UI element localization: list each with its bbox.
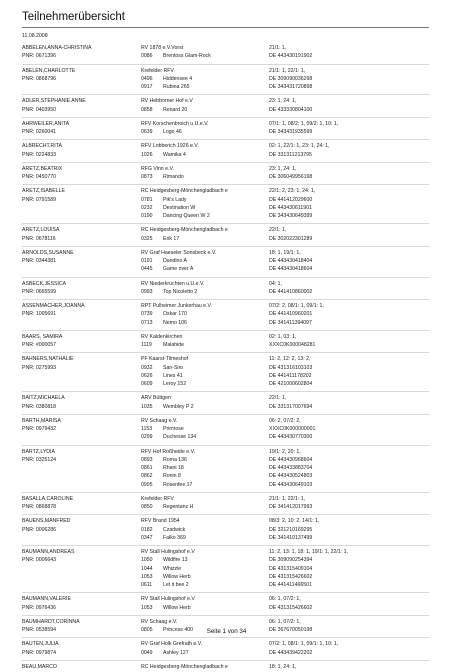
horse-number: 0496 <box>141 75 153 82</box>
entry-separator <box>22 445 429 446</box>
horse-passport-number: DE 443439422202 <box>269 649 313 656</box>
participant-club: RV Graf Haeseler Sonsbeck e.V. <box>141 249 217 256</box>
participant-name: ARETZ,BEATRIX <box>22 165 63 172</box>
horse-passport-number: DE 441411466501 <box>269 582 312 588</box>
horse-entry <box>141 319 187 328</box>
horse-passport-number: DE 443430191902 <box>269 53 313 60</box>
participant-pnr: PNR: 0344381 <box>22 258 57 264</box>
horse-number: 0781 <box>141 196 153 203</box>
participant-pnr: PNR: 0450770 <box>22 174 57 180</box>
horse-name: Willow Herb <box>163 573 191 580</box>
participant-name: BEAU,MARCO <box>22 663 57 670</box>
horse-passport-number: DE 443433883704 <box>269 465 313 471</box>
entry-separator <box>22 514 429 515</box>
horse-name: Duchesse 134 <box>163 434 197 441</box>
participant-classes: 22/1: 1, <box>269 227 287 234</box>
horse-number: 0873 <box>141 174 153 180</box>
participant-club: ARV Büttgen <box>141 395 171 402</box>
entry-separator <box>22 184 429 185</box>
participant-club: RV Stall Hulingshof e.V <box>141 596 195 603</box>
horse-passport-number: DE 441410960201 <box>269 311 313 318</box>
participant-name: BARTH,MARISA <box>22 417 61 424</box>
horse-number: 0862 <box>141 473 153 480</box>
horse-number: 0858 <box>141 106 153 113</box>
horse-entry <box>141 503 193 512</box>
horse-passport-number: DE 433330804100 <box>269 106 313 113</box>
horse-number: 0445 <box>141 266 153 273</box>
participant-pnr: PNR: 0260041 <box>22 129 57 135</box>
horse-passport-number: DE 343430649399 <box>269 213 313 219</box>
horse-name: Hiddensee 4 <box>163 75 193 82</box>
participant-classes: 18: 1, 24: 1, <box>269 663 297 670</box>
horse-number: 0805 <box>141 627 153 633</box>
participant-club: RV Stall Hulingshof e.V <box>141 549 195 555</box>
horse-number: 0639 <box>141 129 153 135</box>
participant-name: ABBELEN,ANNA-CHRISTINA <box>22 45 92 51</box>
horse-passport-number: DE 341411394097 <box>269 319 312 326</box>
horse-entry <box>141 534 186 543</box>
entry-separator <box>22 414 429 415</box>
page-footer: Seite 1 von 34 <box>206 628 247 635</box>
horse-entry <box>141 604 191 613</box>
horse-passport-number: DE 321210169295 <box>269 526 313 533</box>
horse-entry <box>141 265 193 274</box>
participant-classes: 06: 1, 07/2: 1, <box>269 618 301 625</box>
horse-passport-number: XXXC0K000048281 <box>269 342 316 348</box>
horse-passport-number: DE 309090254394 <box>269 557 313 564</box>
participant-name: AHRWEILER,ANITA <box>22 120 70 127</box>
participant-pnr: PNR: 0671396 <box>22 53 57 60</box>
horse-entry <box>141 83 190 92</box>
page-title: Teilnehmerübersicht <box>22 11 125 23</box>
entry-separator <box>22 223 429 224</box>
participant-club: RV Hebborner Hof e.V <box>141 98 193 105</box>
participant-pnr: PNR: 0979874 <box>22 649 57 656</box>
horse-number: 1044 <box>141 565 153 572</box>
entry-separator <box>22 162 429 163</box>
horse-number: 0190 <box>141 213 153 219</box>
horse-passport-number: DE 331311213795 <box>269 151 312 158</box>
horse-name: Willow Herb <box>163 604 191 611</box>
participant-club: RV Graf Holk Grefrath e.V. <box>141 641 203 648</box>
participant-name: BAHNERS,NATHALIE <box>22 356 74 363</box>
horse-number: 0049 <box>141 649 153 656</box>
horse-entry <box>141 481 192 490</box>
horse-passport-number: DE 443430649103 <box>269 481 313 488</box>
horse-number: 0932 <box>141 364 153 371</box>
participant-name: ADLER,STEPHANIE ANNE <box>22 98 86 105</box>
horse-name: Dandino A <box>163 258 187 264</box>
horse-entry <box>141 52 211 61</box>
horse-entry <box>141 128 182 137</box>
horse-name: Oskar 170 <box>163 311 187 318</box>
horse-number: 1050 <box>141 557 153 564</box>
horse-number: 0713 <box>141 319 153 326</box>
participant-name: BAUMHARDT,CORINNA <box>22 618 80 625</box>
horse-name: Regentanz H <box>163 504 194 510</box>
participant-pnr: PNR: 0006643 <box>22 557 57 564</box>
participant-pnr: PNR: 0665599 <box>22 288 57 295</box>
participant-club: RC Heidgesberg-Mönchengladbach e <box>141 663 228 670</box>
participant-club: RFV Lobberich 1926 e.V. <box>141 143 199 150</box>
horse-number: 0739 <box>141 311 153 318</box>
horse-passport-number: DE 331317007694 <box>269 403 313 410</box>
horse-name: Malahide <box>163 342 185 348</box>
horse-passport-number: DE 367670050198 <box>269 627 313 633</box>
horse-name: Rubina 265 <box>163 84 190 90</box>
horse-name: San-Siro <box>163 364 184 371</box>
horse-name: Lines 41 <box>163 372 183 379</box>
horse-passport-number: DE 441411178202 <box>269 372 312 379</box>
horse-passport-number: DE 431315409104 <box>269 565 313 572</box>
horse-number: 0347 <box>141 534 153 541</box>
participant-name: ARNOLDS,SUSANNE <box>22 249 74 256</box>
participant-classes: 07/2: 1, 08/1: 1, 09/1: 1, 10: 1, <box>269 641 339 648</box>
entry-separator <box>22 391 429 392</box>
horse-name: Rimando <box>163 174 184 180</box>
horse-number: 0850 <box>141 504 153 510</box>
horse-name: Top Nicoletto 2 <box>163 288 198 295</box>
horse-name: Primrose <box>163 426 184 432</box>
entry-separator <box>22 94 429 95</box>
participant-club: RV 1878 e.V.Vorst <box>141 45 184 51</box>
horse-passport-number: DE 343431935599 <box>269 129 313 135</box>
horse-name: Rhani 18 <box>163 465 184 471</box>
horse-entry <box>141 433 196 442</box>
participant-club: RV Schaag e.V. <box>141 618 178 625</box>
participant-classes: 07/2: 2, 08/1: 1, 09/1: 1, <box>269 303 324 309</box>
horse-passport-number: DE 341410137499 <box>269 534 313 541</box>
participant-classes: 11: 2, 13: 1, 18: 1, 19/1: 1, 22/1: 1, <box>269 549 348 555</box>
participant-classes: 06: 1, 07/2: 1, <box>269 596 301 603</box>
participant-classes: 02: 1, 22/1: 1, 23: 1, 24: 1, <box>269 143 330 150</box>
participant-club: RC Heidgesberg-Mönchengladbach e <box>141 188 228 195</box>
horse-number: 0182 <box>141 526 153 533</box>
participant-classes: 22/1: 2, 23: 1, 24: 1, <box>269 188 316 195</box>
horse-passport-number: DE 431315426602 <box>269 604 313 611</box>
participant-name: ASSENMACHER,JOANNA <box>22 303 85 309</box>
horse-entry <box>141 106 187 115</box>
participant-pnr: PNR: 0380818 <box>22 403 57 410</box>
participant-club: Krefelder RFV <box>141 495 174 502</box>
horse-passport-number: DE 309090036298 <box>269 75 313 82</box>
horse-number: 1035 <box>141 403 153 410</box>
horse-passport-number: DE 443430611901 <box>269 204 312 211</box>
horse-number: 1026 <box>141 151 153 158</box>
participant-name: BAUMANN,ANDREAS <box>22 549 75 555</box>
participant-classes: 22/1: 1, <box>269 395 287 402</box>
title-rule <box>22 27 429 28</box>
horse-entry <box>141 151 186 160</box>
participant-name: ABELEN,CHARLOTTE <box>22 67 76 74</box>
horse-name: Princess 400 <box>163 627 193 633</box>
participant-classes: 08/3: 2, 10: 2, 14/1: 1, <box>269 518 320 525</box>
horse-number: 0325 <box>141 235 153 242</box>
participant-classes: 21/1: 1, 22/1: 1, <box>269 495 306 502</box>
horse-passport-number: DE 431315426602 <box>269 573 313 580</box>
horse-entry <box>141 288 197 297</box>
participant-name: BAUENS,MANFRED <box>22 518 71 525</box>
horse-name: Wembley P 2 <box>163 403 194 410</box>
participant-name: BAARS, SAMIRA <box>22 333 63 340</box>
horse-name: Wildfire 13 <box>163 557 188 564</box>
entry-separator <box>22 352 429 353</box>
horse-passport-number: DE 302022301289 <box>269 235 313 242</box>
horse-number: 0993 <box>141 288 153 295</box>
participant-club: RV Niederkrüchten u.U.e.V. <box>141 280 205 287</box>
entry-separator <box>22 277 429 278</box>
participant-name: ARETZ,ISABELLE <box>22 188 65 195</box>
horse-name: Ashley 127 <box>163 649 189 656</box>
horse-passport-number: DE 441412029600 <box>269 196 313 203</box>
horse-number: 0609 <box>141 381 153 387</box>
horse-entry <box>141 380 186 389</box>
horse-number: 0893 <box>141 456 153 463</box>
print-date: 11.08.2008 <box>22 33 48 39</box>
participant-name: BAITZ,MICHAELA <box>22 395 65 402</box>
participant-pnr: PNR: 0868796 <box>22 75 57 82</box>
participant-name: BAUTEN,JULIA <box>22 641 59 648</box>
participant-pnr: PNR: 0976436 <box>22 604 57 611</box>
horse-passport-number: XXXC0K000000001 <box>269 426 316 432</box>
horse-number: 1119 <box>141 342 152 348</box>
participant-classes: 21/1: 1, 22/1: 1, <box>269 67 306 74</box>
participant-club: RV Kaldenkirchen <box>141 333 183 340</box>
horse-passport-number: DE 431316103103 <box>269 364 313 371</box>
participant-classes: 02: 1, 03: 1, <box>269 333 297 340</box>
horse-passport-number: DE 343431720898 <box>269 84 313 90</box>
participant-classes: 23: 1, 24: 1, <box>269 165 297 172</box>
participant-pnr: PNR: #000057 <box>22 342 57 348</box>
participant-name: BASALLA,CAROLINE <box>22 495 74 502</box>
horse-name: Whizzle <box>163 565 182 572</box>
horse-name: Nemo 106 <box>163 319 187 326</box>
entry-separator <box>22 492 429 493</box>
horse-entry <box>141 341 184 350</box>
horse-number: 0232 <box>141 204 153 211</box>
horse-number: 1153 <box>141 426 153 432</box>
entry-separator <box>22 330 429 331</box>
participant-pnr: PNR: 0325124 <box>22 456 57 463</box>
horse-number: 0191 <box>141 258 153 264</box>
participant-club: Krefelder RFV <box>141 67 174 74</box>
participant-classes: 18: 1, 19/1: 1, <box>269 249 301 256</box>
horse-name: Czadwick <box>163 526 186 533</box>
horse-passport-number: DE 443430418604 <box>269 266 313 273</box>
horse-name: Rosenfee 17 <box>163 481 193 488</box>
participant-name: BAUMANN,VALERIE <box>22 596 71 603</box>
participant-classes: 19/1: 2, 20: 1, <box>269 448 301 455</box>
participant-club: RFV Korschenbroich u.U.e.V. <box>141 120 209 127</box>
horse-number: 0299 <box>141 434 153 441</box>
participant-pnr: PNR: 1005691 <box>22 311 57 318</box>
horse-entry <box>141 403 194 412</box>
horse-name: Brentoss Glam-Rock <box>163 53 211 60</box>
participant-classes: 23: 1, 24: 1, <box>269 98 297 105</box>
entry-separator <box>22 660 429 661</box>
horse-name: Erik 17 <box>163 235 180 242</box>
participant-club: RFV Hof Roßheide e.V. <box>141 448 196 455</box>
participant-club: RFG Vinn e.V. <box>141 165 174 172</box>
participant-pnr: PNR: 0979432 <box>22 426 57 432</box>
entry-separator <box>22 615 429 616</box>
horse-name: Logo 46 <box>163 129 182 135</box>
horse-entry <box>141 649 189 658</box>
participant-name: ASBECK,JESSICA <box>22 280 67 287</box>
horse-name: Let it bee 2 <box>163 582 189 588</box>
horse-entry <box>141 581 189 590</box>
participant-pnr: PNR: 0791589 <box>22 196 57 203</box>
horse-name: Ronin 8 <box>163 473 181 480</box>
participant-name: ALBRECHT,RITA <box>22 143 62 150</box>
entry-separator <box>22 545 429 546</box>
participant-pnr: PNR: 0538594 <box>22 627 57 633</box>
participant-pnr: PNR: 0006286 <box>22 526 57 533</box>
horse-name: Dancing Queen W 2 <box>163 213 210 219</box>
horse-number: 0917 <box>141 84 153 90</box>
horse-passport-number: DE 443430418404 <box>269 258 313 264</box>
horse-passport-number: DE 421000602804 <box>269 381 313 387</box>
participant-club: RFV Brand 1954 <box>141 518 180 525</box>
participant-name: BARTZ,LYDIA <box>22 448 55 455</box>
horse-name: Renard 20 <box>163 106 188 113</box>
horse-name: Pik's Lady <box>163 196 187 203</box>
horse-name: Roma 136 <box>163 456 187 463</box>
horse-name: Destination W <box>163 204 196 211</box>
participant-classes: 06: 2, 07/2: 2, <box>269 417 301 424</box>
horse-number: 0086 <box>141 53 153 60</box>
participant-classes: 04: 1, <box>269 280 282 287</box>
horse-name: Falko 369 <box>163 534 186 541</box>
horse-passport-number: DE 306049956198 <box>269 174 313 180</box>
entry-separator <box>22 64 429 65</box>
horse-number: 0626 <box>141 372 153 379</box>
horse-entry <box>141 235 179 244</box>
horse-number: 0905 <box>141 481 153 488</box>
horse-name: Leroy 152 <box>163 381 187 387</box>
horse-entry <box>141 212 210 221</box>
entry-separator <box>22 592 429 593</box>
participant-club: RPT Pulheimer Junkerhau e.V. <box>141 303 212 309</box>
entry-separator <box>22 637 429 638</box>
horse-entry <box>141 173 184 182</box>
participant-pnr: PNR: 0224833 <box>22 151 57 158</box>
horse-number: 1053 <box>141 604 153 611</box>
participant-pnr: PNR: 0275993 <box>22 364 57 371</box>
participant-classes: 11: 2, 12: 2, 13: 2, <box>269 356 311 363</box>
horse-number: 1053 <box>141 573 153 580</box>
horse-number: 0611 <box>141 582 153 588</box>
horse-passport-number: DE 341412017993 <box>269 504 313 510</box>
entry-separator <box>22 139 429 140</box>
entry-separator <box>22 246 429 247</box>
horse-passport-number: DE 443430968604 <box>269 456 313 463</box>
participant-club: RV Schaag e.V. <box>141 417 178 424</box>
participant-classes: 21/1: 1, <box>269 45 287 51</box>
horse-name: Game over A <box>163 266 194 273</box>
horse-passport-number: DE 443430524803 <box>269 473 313 480</box>
horse-passport-number: DE 443430770300 <box>269 434 313 441</box>
participant-name: ARETZ,LOUISA <box>22 227 60 234</box>
entry-separator <box>22 117 429 118</box>
participant-club: RC Heidgesberg-Mönchengladbach e <box>141 227 228 234</box>
participant-classes: 07/1: 1, 08/2: 1, 09/2: 1, 10: 1, <box>269 120 339 127</box>
participant-club: PF Kaarst-Tilmeshof <box>141 356 189 363</box>
participant-pnr: PNR: 0868878 <box>22 504 57 510</box>
horse-passport-number: DE 441410860002 <box>269 288 313 295</box>
participant-pnr: PNR: 0678116 <box>22 235 56 242</box>
horse-number: 0861 <box>141 465 153 471</box>
entry-separator <box>22 299 429 300</box>
participant-pnr: PNR: 0403950 <box>22 106 57 113</box>
horse-name: Wamika 4 <box>163 151 186 158</box>
